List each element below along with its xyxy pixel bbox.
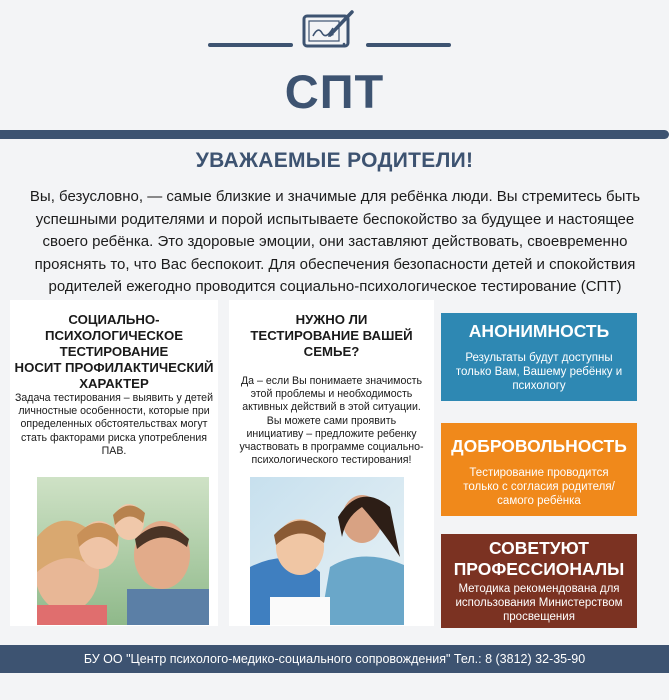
tablet-pen-icon (300, 8, 358, 54)
card-prevention-title: СОЦИАЛЬНО- ПСИХОЛОГИЧЕСКОЕ ТЕСТИРОВАНИЕ НОСИТ ПРОФИЛАКТИЧЕСКИЙ ХАРАКТЕР (14, 312, 214, 391)
voluntariness-heading: ДОБРОВОЛЬНОСТЬ (451, 436, 627, 456)
anonymity-text: Результаты будут доступны только Вам, Вашему ребёнку и психологу (455, 352, 623, 392)
intro-text: Вы, безусловно, — самые близкие и значимые для ребёнка люди. Вы стремитесь быть успешными родителями и порой испытываете беспокойство за будущее и настоящее своего ребёнка. Это здоровые эмоции, они заставляют действовать, своевременно прояснять то, что Вас беспокоит. Для обеспечения безопасности детей и спокойствия родителей ежегодно проводится социально-психологическое тестирование (СПТ) (29, 188, 641, 295)
header-line-left (208, 43, 293, 47)
parent-child-photo (250, 477, 404, 625)
family-photo (37, 477, 209, 625)
page-title: СПТ (284, 65, 385, 118)
professionals-box (441, 534, 637, 628)
card-prevention-text: Задача тестирования – выявить у детей личностные особенности, которые при определенных обстоятельствах могут стать факторами риска употребления ПАВ. (15, 392, 213, 457)
title-divider (0, 130, 669, 139)
anonymity-box (441, 313, 637, 401)
header-line-right (366, 43, 451, 47)
card-need-testing-text: Да – если Вы понимаете значимость этой проблемы и необходимость активных действий в этой ситуации. Вы можете сами проявить инициативу – предложите ребенку участвовать в программе социально- психологического тестирования! (239, 375, 424, 467)
greeting-heading: УВАЖАЕМЫЕ РОДИТЕЛИ! (195, 149, 474, 172)
anonymity-heading: АНОНИМНОСТЬ (468, 321, 610, 341)
card-prevention (10, 300, 218, 626)
voluntariness-text: Тестирование проводится только с согласия родителя/ самого ребёнка (463, 467, 615, 507)
professionals-heading: СОВЕТУЮТ ПРОФЕССИОНАЛЫ (453, 538, 625, 579)
card-need-testing-title: НУЖНО ЛИ ТЕСТИРОВАНИЕ ВАШЕЙ СЕМЬЕ? (250, 312, 413, 359)
voluntariness-box (441, 423, 637, 516)
professionals-text: Методика рекомендована для использования Министерством просвещения (455, 583, 623, 623)
footer-contact: БУ ОО "Центр психолого-медико-социального сопровождения" Тел.: 8 (3812) 32-35-90 (0, 645, 669, 673)
card-need-testing (229, 300, 434, 626)
